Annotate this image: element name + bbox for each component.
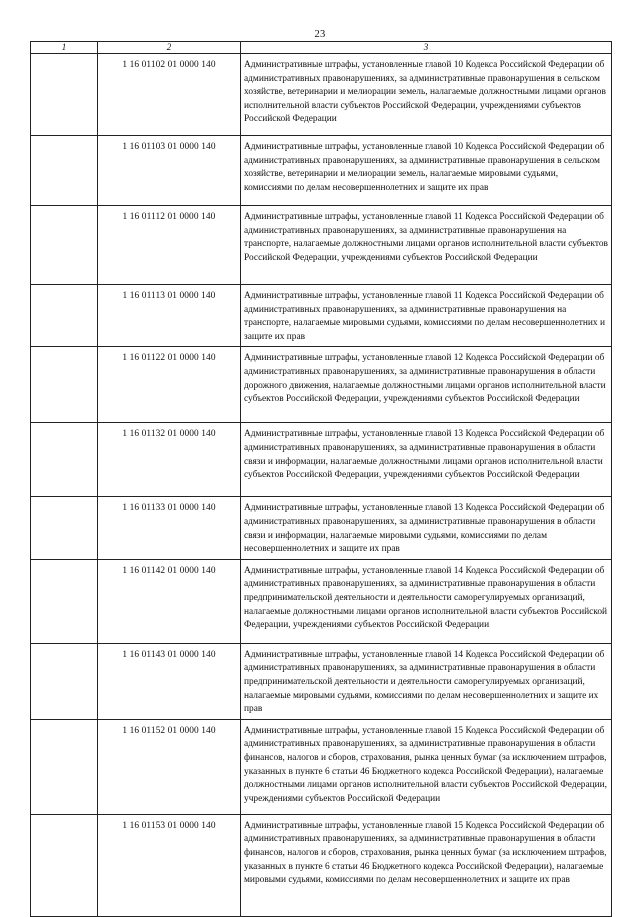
classification-description: Административные штрафы, установленные главой 13 Кодекса Российской Федерации об административных правонарушениях, за административные правонарушения в области связи и информации, налагаемые мировыми судьями, комиссиями по делам несовершеннолетних и защите их прав <box>241 497 612 559</box>
empty-cell <box>31 136 98 206</box>
table-row <box>31 285 612 347</box>
header-col-1: 1 <box>31 42 98 54</box>
classification-code: 1 16 01103 01 0000 140 <box>98 136 241 206</box>
classification-description: Административные штрафы, установленные главой 10 Кодекса Российской Федерации об административных правонарушениях, за административные правонарушения в сельском хозяйстве, ветеринарии и мелиорации земель, налагаемые мировыми судьями, комиссиями по делам несовершеннолетних и защите их прав <box>241 136 612 206</box>
empty-cell <box>31 285 98 347</box>
classification-code: 1 16 01142 01 0000 140 <box>98 559 241 643</box>
table-row <box>31 347 612 423</box>
classification-code: 1 16 01122 01 0000 140 <box>98 347 241 423</box>
empty-cell <box>31 643 98 719</box>
empty-cell <box>31 814 98 916</box>
classification-description: Административные штрафы, установленные главой 11 Кодекса Российской Федерации об административных правонарушениях, за административные правонарушения на транспорте, налагаемые должностными лицами органов исполнительной власти субъектов Российской Федерации, учреждениями субъектов Российской Федерации <box>241 206 612 285</box>
classification-code: 1 16 01113 01 0000 140 <box>98 285 241 347</box>
classification-code: 1 16 01152 01 0000 140 <box>98 719 241 814</box>
table-row <box>31 497 612 559</box>
table-header-row <box>31 42 612 54</box>
table-row <box>31 54 612 136</box>
classification-code: 1 16 01102 01 0000 140 <box>98 54 241 136</box>
header-col-3: 3 <box>241 42 612 54</box>
classification-description: Административные штрафы, установленные главой 15 Кодекса Российской Федерации об административных правонарушениях, за административные правонарушения в области финансов, налогов и сборов, страхования, рынка ценных бумаг (за исключением штрафов, указанных в пункте 6 статьи 46 Бюджетного кодекса Российской Федерации), налагаемые должностными лицами органов исполнительной власти субъектов Российской Федерации, учреждениями субъектов Российской Федерации <box>241 719 612 814</box>
empty-cell <box>31 497 98 559</box>
empty-cell <box>31 54 98 136</box>
classification-code: 1 16 01143 01 0000 140 <box>98 643 241 719</box>
classification-description: Административные штрафы, установленные главой 11 Кодекса Российской Федерации об административных правонарушениях, за административные правонарушения на транспорте, налагаемые мировыми судьями, комиссиями по делам несовершеннолетних и защите их прав <box>241 285 612 347</box>
empty-cell <box>31 206 98 285</box>
classification-description: Административные штрафы, установленные главой 14 Кодекса Российской Федерации об административных правонарушениях, за административные правонарушения в области предпринимательской деятельности и деятельности саморегулируемых организаций, налагаемые должностными лицами органов исполнительной власти субъектов Российской Федерации, учреждениями субъектов Российской Федерации <box>241 559 612 643</box>
table-row <box>31 136 612 206</box>
classification-code: 1 16 01132 01 0000 140 <box>98 423 241 497</box>
classification-code: 1 16 01153 01 0000 140 <box>98 814 241 916</box>
header-col-2: 2 <box>98 42 241 54</box>
table-row <box>31 559 612 643</box>
page-number: 23 <box>314 29 326 40</box>
table-row <box>31 643 612 719</box>
classification-code: 1 16 01133 01 0000 140 <box>98 497 241 559</box>
classification-description: Административные штрафы, установленные главой 14 Кодекса Российской Федерации об административных правонарушениях, за административные правонарушения в области предпринимательской деятельности и деятельности саморегулируемых организаций, налагаемые мировыми судьями, комиссиями по делам несовершеннолетних и защите их прав <box>241 643 612 719</box>
empty-cell <box>31 719 98 814</box>
classification-table <box>30 41 612 917</box>
table-row <box>31 206 612 285</box>
classification-description: Административные штрафы, установленные главой 12 Кодекса Российской Федерации об административных правонарушениях, за административные правонарушения в области дорожного движения, налагаемые должностными лицами органов исполнительной власти субъектов Российской Федерации, учреждениями субъектов Российской Федерации <box>241 347 612 423</box>
table-row <box>31 814 612 916</box>
classification-description: Административные штрафы, установленные главой 13 Кодекса Российской Федерации об административных правонарушениях, за административные правонарушения в области связи и информации, налагаемые должностными лицами органов исполнительной власти субъектов Российской Федерации, учреждениями субъектов Российской Федерации <box>241 423 612 497</box>
empty-cell <box>31 559 98 643</box>
table-row <box>31 719 612 814</box>
table-row <box>31 423 612 497</box>
classification-description: Административные штрафы, установленные главой 10 Кодекса Российской Федерации об административных правонарушениях, за административные правонарушения в сельском хозяйстве, ветеринарии и мелиорации земель, налагаемые должностными лицами органов исполнительной власти субъектов Российской Федерации, учреждениями субъектов Российской Федерации <box>241 54 612 136</box>
empty-cell <box>31 347 98 423</box>
classification-code: 1 16 01112 01 0000 140 <box>98 206 241 285</box>
classification-description: Административные штрафы, установленные главой 15 Кодекса Российской Федерации об административных правонарушениях, за административные правонарушения в области финансов, налогов и сборов, страхования, рынка ценных бумаг (за исключением штрафов, указанных в пункте 6 статьи 46 Бюджетного кодекса Российской Федерации), налагаемые мировыми судьями, комиссиями по делам несовершеннолетних и защите их прав <box>241 814 612 916</box>
empty-cell <box>31 423 98 497</box>
